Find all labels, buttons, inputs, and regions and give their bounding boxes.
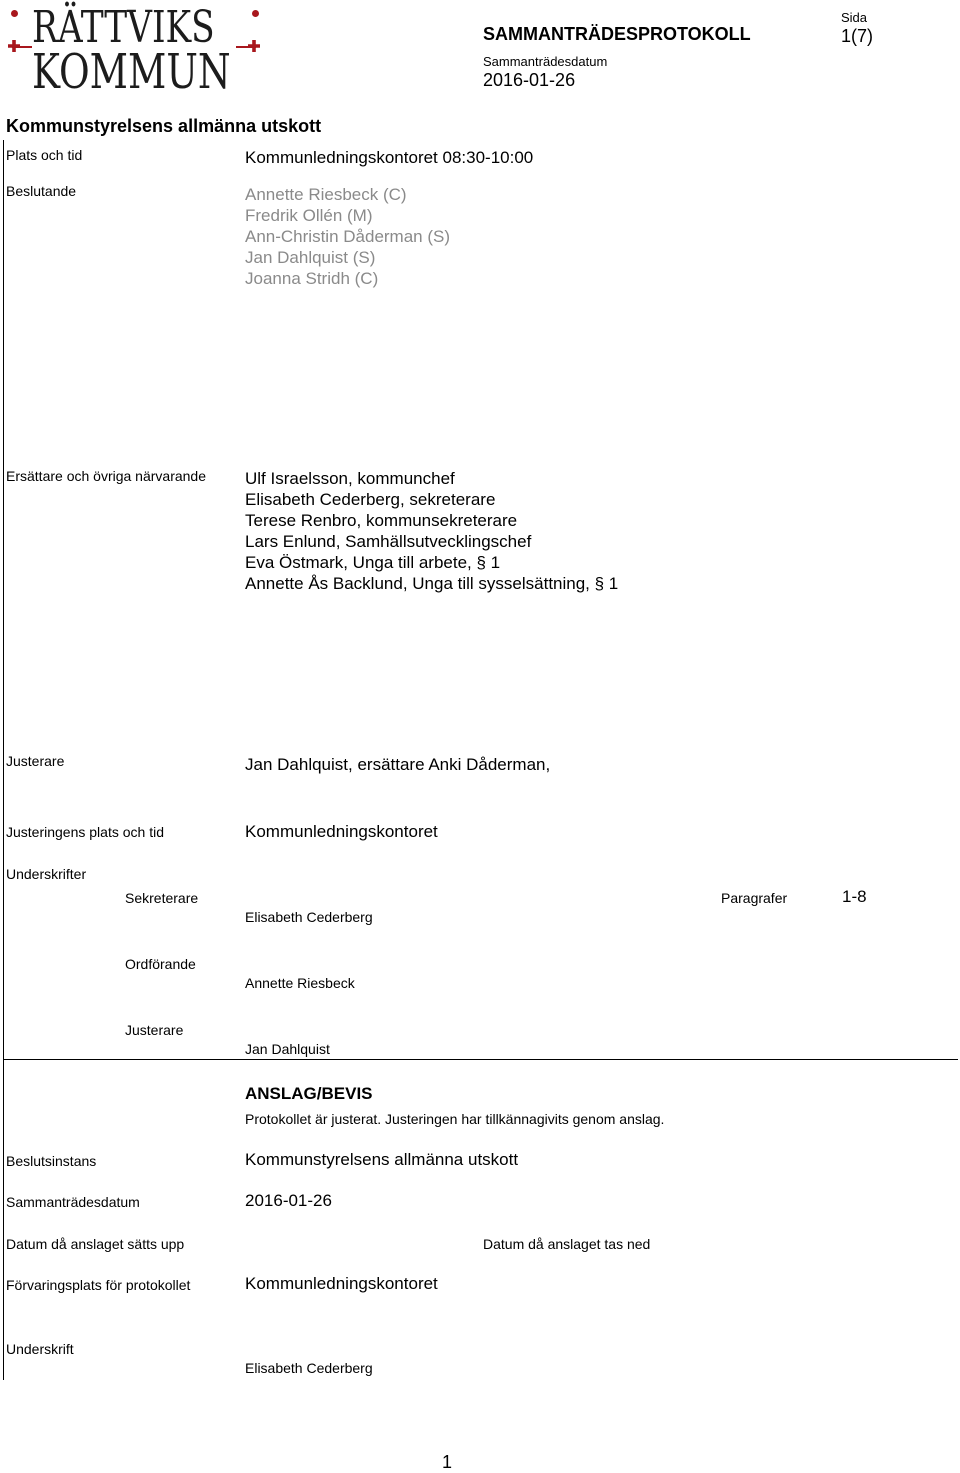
left-margin-rule — [3, 140, 4, 1380]
forvaring-label: Förvaringsplats för protokollet — [6, 1277, 191, 1293]
ordforande-name: Annette Riesbeck — [245, 975, 355, 991]
forvaring-value: Kommunledningskontoret — [245, 1274, 438, 1293]
paragrafer-value: 1-8 — [842, 887, 867, 906]
anslag-text: Protokollet är justerat. Justeringen har tillkännagivits genom anslag. — [245, 1111, 665, 1127]
signature-justerare-label: Justerare — [125, 1022, 184, 1038]
plats-label: Plats och tid — [6, 147, 83, 163]
beslutsinstans-label: Beslutsinstans — [6, 1153, 97, 1169]
ersattare-member: Ulf Israelsson, kommunchef — [245, 469, 455, 488]
page-label: Sida — [841, 10, 868, 25]
ersattare-member: Elisabeth Cederberg, sekreterare — [245, 490, 496, 509]
ersattare-member: Annette Ås Backlund, Unga till sysselsättning, § 1 — [245, 574, 619, 593]
organ-title: Kommunstyrelsens allmänna utskott — [6, 116, 322, 136]
logo-dot-ornament — [11, 10, 18, 17]
beslutsinstans-value: Kommunstyrelsens allmänna utskott — [245, 1150, 519, 1169]
sekreterare-label: Sekreterare — [125, 890, 199, 906]
beslutande-member: Fredrik Ollén (M) — [245, 206, 373, 225]
document-type-title: SAMMANTRÄDESPROTOKOLL — [483, 24, 751, 44]
underskrift-label: Underskrift — [6, 1341, 74, 1357]
sammantradesdatum-label: Sammanträdesdatum — [6, 1194, 140, 1210]
header-date-label: Sammanträdesdatum — [483, 54, 608, 69]
beslutande-member: Ann-Christin Dåderman (S) — [245, 227, 451, 246]
footer-page-number: 1 — [442, 1452, 453, 1472]
justerare-value: Jan Dahlquist, ersättare Anki Dåderman, — [245, 755, 551, 774]
plats-value: Kommunledningskontoret 08:30-10:00 — [245, 148, 534, 167]
beslutande-member: Annette Riesbeck (C) — [245, 185, 407, 204]
beslutande-member: Joanna Stridh (C) — [245, 269, 379, 288]
beslutande-label: Beslutande — [6, 183, 77, 199]
logo-text-kommun: KOMMUN — [32, 44, 231, 100]
header-date: 2016-01-26 — [483, 70, 576, 90]
justering-label: Justeringens plats och tid — [6, 824, 164, 840]
page-number: 1(7) — [841, 26, 874, 46]
anslag-title: ANSLAG/BEVIS — [245, 1084, 373, 1103]
logo-text-rattviks: RÄTTVIKS — [32, 2, 215, 53]
beslutande-member: Jan Dahlquist (S) — [245, 248, 376, 267]
ordforande-label: Ordförande — [125, 956, 196, 972]
ersattare-member: Eva Östmark, Unga till arbete, § 1 — [245, 553, 501, 572]
paragrafer-label: Paragrafer — [721, 890, 788, 906]
anslag-ned-label: Datum då anslaget tas ned — [483, 1236, 651, 1252]
municipality-logo — [4, 2, 266, 100]
justering-value: Kommunledningskontoret — [245, 822, 438, 841]
logo-rule — [12, 46, 32, 48]
ersattare-member: Lars Enlund, Samhällsutvecklingschef — [245, 532, 532, 551]
underskrifter-label: Underskrifter — [6, 866, 87, 882]
anslag-upp-label: Datum då anslaget sätts upp — [6, 1236, 185, 1252]
logo-dot-ornament — [252, 10, 259, 17]
justerare-label: Justerare — [6, 753, 65, 769]
ersattare-label: Ersättare och övriga närvarande — [6, 468, 206, 484]
underskrift-name: Elisabeth Cederberg — [245, 1360, 373, 1376]
sammantradesdatum-value: 2016-01-26 — [245, 1191, 332, 1210]
sekreterare-name: Elisabeth Cederberg — [245, 909, 373, 925]
logo-rule — [236, 46, 256, 48]
signature-justerare-name: Jan Dahlquist — [245, 1041, 330, 1057]
section-divider — [3, 1059, 958, 1060]
ersattare-member: Terese Renbro, kommunsekreterare — [245, 511, 518, 530]
